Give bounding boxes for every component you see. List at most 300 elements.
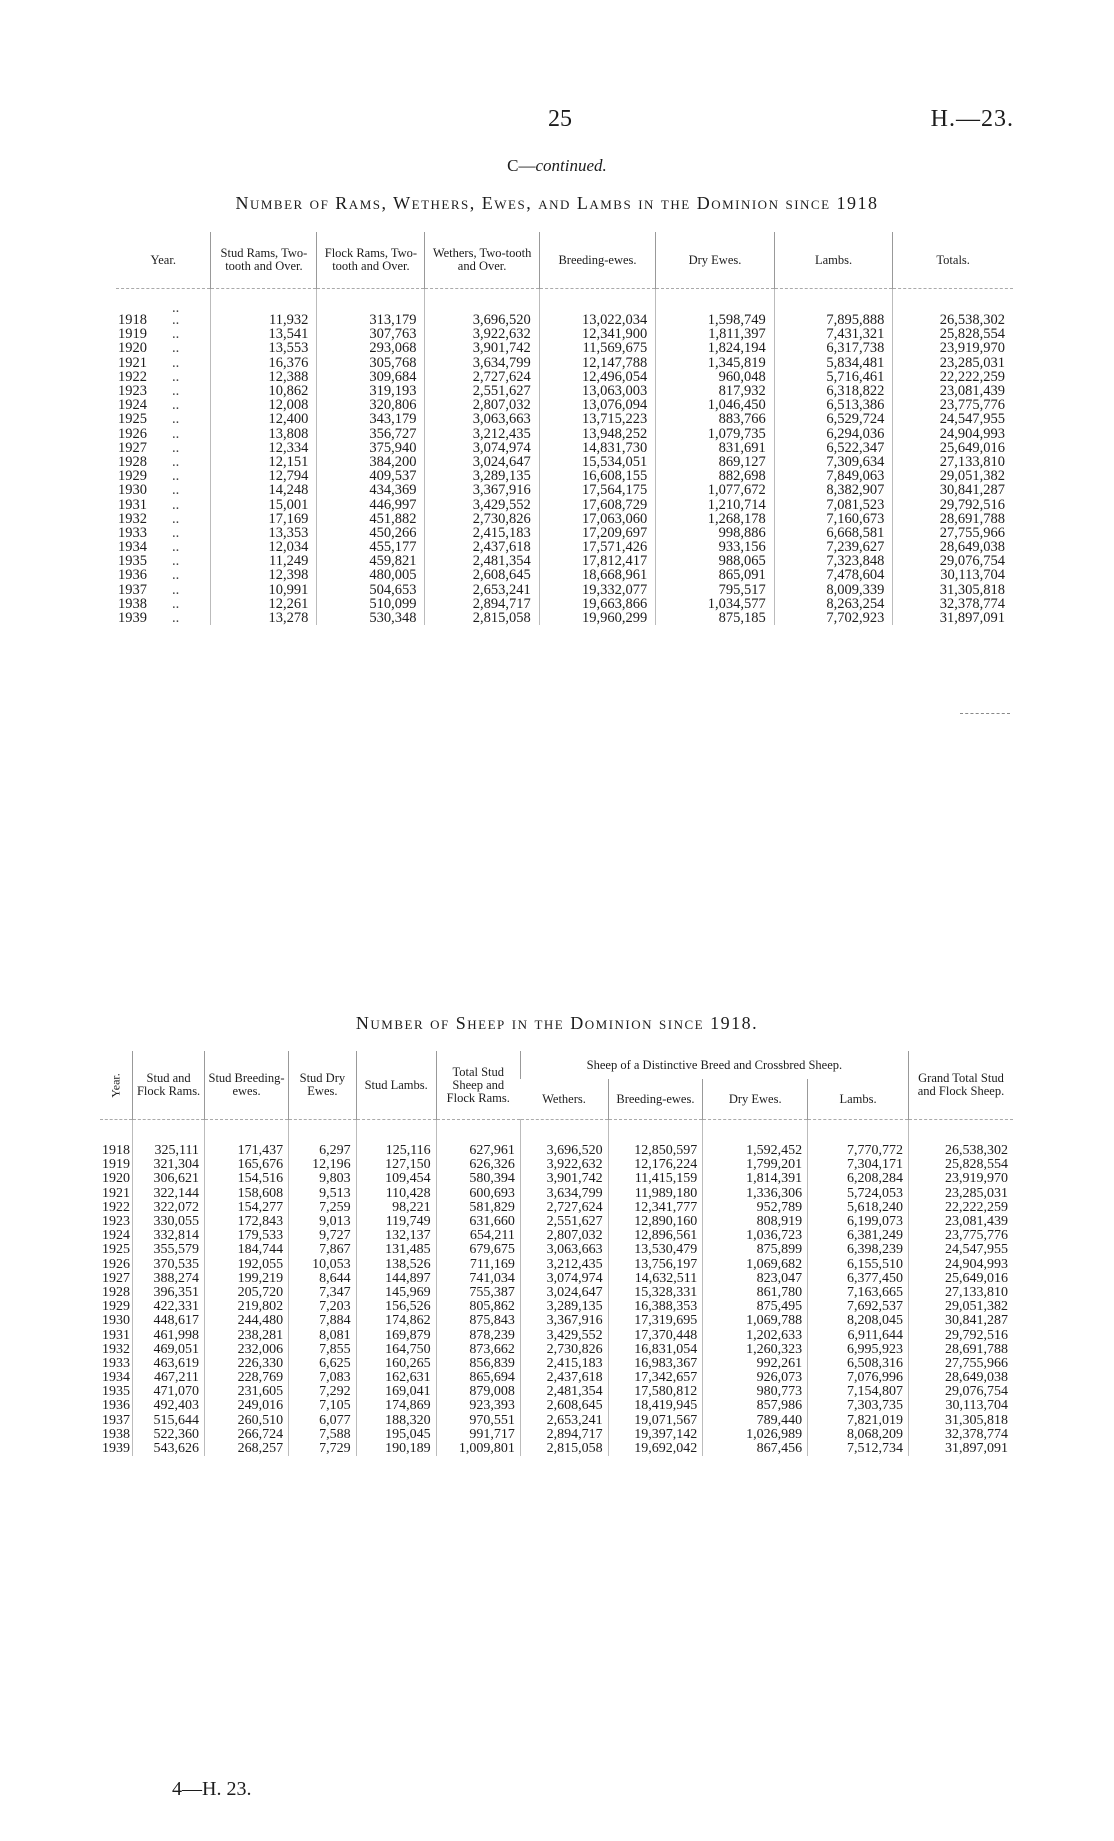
table2-value-cell: 1,814,391: [703, 1172, 808, 1186]
table2-value-cell: 3,212,435: [520, 1258, 608, 1272]
table2-value-cell: 992,261: [703, 1357, 808, 1371]
table2-value-cell: 19,692,042: [608, 1442, 703, 1456]
table2-value-cell: 24,904,993: [908, 1258, 1013, 1272]
table1-leader-dots: ..: [172, 340, 180, 357]
table2-row: [100, 1243, 1013, 1257]
table2-value-cell: 463,619: [133, 1357, 205, 1371]
table2-year-cell: 1920: [100, 1172, 133, 1186]
table1-value-cell: 2,415,183: [425, 526, 539, 540]
table2-value-cell: 3,696,520: [520, 1144, 608, 1158]
table1-value-cell: 13,715,223: [539, 412, 655, 426]
table1-row: [116, 341, 1013, 355]
table2-value-cell: 7,855: [289, 1343, 357, 1357]
table1-value-cell: 12,008: [211, 398, 317, 412]
table1-value-cell: 7,309,634: [774, 455, 893, 469]
table2-value-cell: 6,077: [289, 1414, 357, 1428]
table1-value-cell: 8,263,254: [774, 597, 893, 611]
table1-value-cell: 305,768: [317, 356, 425, 370]
table2-value-cell: 2,437,618: [520, 1371, 608, 1385]
table2-value-cell: 865,694: [436, 1371, 520, 1385]
table2-value-cell: 19,397,142: [608, 1428, 703, 1442]
table1-row: [116, 483, 1013, 497]
table1-value-cell: 817,932: [656, 384, 775, 398]
table1-leader-dots: ..: [172, 482, 180, 499]
table2-value-cell: 543,626: [133, 1442, 205, 1456]
table1-value-cell: 31,897,091: [893, 611, 1013, 625]
table2-value-cell: 7,884: [289, 1314, 357, 1328]
table2-value-cell: 228,769: [204, 1371, 288, 1385]
table1-value-cell: 23,285,031: [893, 356, 1013, 370]
table1-value-cell: 1,046,450: [656, 398, 775, 412]
table1-value-cell: 13,353: [211, 526, 317, 540]
table1-value-cell: 1,077,672: [656, 483, 775, 497]
document-reference: H.—23.: [930, 106, 1014, 132]
table2-value-cell: 184,744: [204, 1243, 288, 1257]
table2-value-cell: 15,328,331: [608, 1286, 703, 1300]
table2-value-cell: 226,330: [204, 1357, 288, 1371]
page-number: 25: [548, 106, 572, 132]
table2-value-cell: 11,415,159: [608, 1172, 703, 1186]
table2-row: [100, 1300, 1013, 1314]
table2-value-cell: 7,770,772: [808, 1144, 909, 1158]
table2-value-cell: 6,995,923: [808, 1343, 909, 1357]
table1-value-cell: 831,691: [656, 441, 775, 455]
table1-value-cell: 998,886: [656, 526, 775, 540]
table2-value-cell: 12,196: [289, 1158, 357, 1172]
table1-leader-dots: ..: [172, 425, 180, 442]
table1-value-cell: 6,522,347: [774, 441, 893, 455]
table1-value-cell: 12,496,054: [539, 370, 655, 384]
table2-value-cell: 7,292: [289, 1385, 357, 1399]
table2-value-cell: 467,211: [133, 1371, 205, 1385]
table2-value-cell: 12,176,224: [608, 1158, 703, 1172]
table2-value-cell: 132,137: [356, 1229, 436, 1243]
table1-value-cell: 1,268,178: [656, 512, 775, 526]
table1-year-cell: 1929 ..: [118, 468, 180, 485]
table2-col-stud-breeding-ewes: Stud Breeding-ewes.: [204, 1051, 288, 1120]
table2-value-cell: 249,016: [204, 1399, 288, 1413]
table2-row: [100, 1272, 1013, 1286]
table2-value-cell: 144,897: [356, 1272, 436, 1286]
table2-value-cell: 6,155,510: [808, 1258, 909, 1272]
table1-value-cell: 1,345,819: [656, 356, 775, 370]
table1-leader-dots: ..: [172, 439, 180, 456]
table2-value-cell: 2,730,826: [520, 1343, 608, 1357]
table2-value-cell: 8,068,209: [808, 1428, 909, 1442]
table2-year-cell: 1921: [100, 1187, 133, 1201]
table2-value-cell: 9,513: [289, 1187, 357, 1201]
table2-year-cell: 1919: [100, 1158, 133, 1172]
table1-value-cell: 24,904,993: [893, 427, 1013, 441]
table1-value-cell: 933,156: [656, 540, 775, 554]
table2-value-cell: 6,508,316: [808, 1357, 909, 1371]
table1-year-cell: 1927 ..: [118, 439, 180, 456]
table2-value-cell: 127,150: [356, 1158, 436, 1172]
table1-row: [116, 526, 1013, 540]
table1-row: [116, 356, 1013, 370]
table2-value-cell: 6,208,284: [808, 1172, 909, 1186]
table2-year-cell: 1928: [100, 1286, 133, 1300]
table2-value-cell: 156,526: [356, 1300, 436, 1314]
table1-value-cell: 18,668,961: [539, 568, 655, 582]
table2-row: [100, 1414, 1013, 1428]
table2-value-cell: 1,202,633: [703, 1328, 808, 1342]
table2-value-cell: 7,692,537: [808, 1300, 909, 1314]
table2-header-row-1: [100, 1051, 1013, 1079]
table2-value-cell: 1,026,989: [703, 1428, 808, 1442]
table1-value-cell: 384,200: [317, 455, 425, 469]
table1-value-cell: 510,099: [317, 597, 425, 611]
table2-value-cell: 17,342,657: [608, 1371, 703, 1385]
table1-row: [116, 384, 1013, 398]
table2-value-cell: 30,841,287: [908, 1314, 1013, 1328]
table1-leader-dots: ..: [172, 510, 180, 527]
table1-year-cell: 1925 ..: [118, 411, 180, 428]
table1-year-cell: 1924 ..: [118, 397, 180, 414]
table2-value-cell: 1,592,452: [703, 1144, 808, 1158]
table2-col-stud-dry-ewes: Stud Dry Ewes.: [289, 1051, 357, 1120]
table2-year-cell: 1930: [100, 1314, 133, 1328]
table1-col-totals: Totals.: [893, 232, 1013, 289]
table2-year-cell: 1926: [100, 1258, 133, 1272]
table1-value-cell: 3,429,552: [425, 497, 539, 511]
table1-value-cell: 30,113,704: [893, 568, 1013, 582]
table1-value-cell: 16,608,155: [539, 469, 655, 483]
table1-value-cell: 32,378,774: [893, 597, 1013, 611]
table1-value-cell: 14,248: [211, 483, 317, 497]
table2-value-cell: 741,034: [436, 1272, 520, 1286]
table2-value-cell: 98,221: [356, 1201, 436, 1215]
table1-value-cell: 19,960,299: [539, 611, 655, 625]
table1-value-cell: 22,222,259: [893, 370, 1013, 384]
table2-year-cell: 1938: [100, 1428, 133, 1442]
table2-value-cell: 31,897,091: [908, 1442, 1013, 1456]
table2-value-cell: 11,989,180: [608, 1187, 703, 1201]
table1-value-cell: 319,193: [317, 384, 425, 398]
table2-col-year: [100, 1051, 133, 1120]
table1-value-cell: 2,653,241: [425, 583, 539, 597]
table2-value-cell: 29,076,754: [908, 1385, 1013, 1399]
table2-row: [100, 1371, 1013, 1385]
table2-year-cell: 1922: [100, 1201, 133, 1215]
table1-leader-dots: ..: [172, 581, 180, 598]
table2-value-cell: 5,724,053: [808, 1187, 909, 1201]
table1-value-cell: 7,478,604: [774, 568, 893, 582]
table1-value-cell: 15,001: [211, 497, 317, 511]
table1-value-cell: 30,841,287: [893, 483, 1013, 497]
table1-value-cell: 3,074,974: [425, 441, 539, 455]
table2-value-cell: 875,899: [703, 1243, 808, 1257]
table1-value-cell: 11,932: [211, 313, 317, 327]
table2-value-cell: 2,608,645: [520, 1399, 608, 1413]
table2-value-cell: 3,074,974: [520, 1272, 608, 1286]
table2-value-cell: 9,727: [289, 1229, 357, 1243]
table1-value-cell: 1,210,714: [656, 497, 775, 511]
table2-value-cell: 109,454: [356, 1172, 436, 1186]
table1-value-cell: 19,663,866: [539, 597, 655, 611]
table2-value-cell: 16,388,353: [608, 1300, 703, 1314]
table2-value-cell: 16,983,367: [608, 1357, 703, 1371]
table1-row: [116, 597, 1013, 611]
table2-row: [100, 1385, 1013, 1399]
table2-value-cell: 879,008: [436, 1385, 520, 1399]
table2-value-cell: 1,009,801: [436, 1442, 520, 1456]
table2-value-cell: 169,041: [356, 1385, 436, 1399]
table1-year-cell: 1935 ..: [118, 553, 180, 570]
table2-year-cell: 1924: [100, 1229, 133, 1243]
table1-value-cell: 28,691,788: [893, 512, 1013, 526]
table2-value-cell: 2,807,032: [520, 1229, 608, 1243]
table2-col-stud-flock-rams: Stud and Flock Rams.: [133, 1051, 205, 1120]
table1-header-row: [116, 232, 1013, 289]
table2-title: Number of Sheep in the Dominion since 1918.: [355, 1013, 759, 1033]
table2-row: [100, 1258, 1013, 1272]
table2-value-cell: 28,691,788: [908, 1343, 1013, 1357]
table1-value-cell: 455,177: [317, 540, 425, 554]
table1-value-cell: 12,151: [211, 455, 317, 469]
table2-value-cell: 119,749: [356, 1215, 436, 1229]
table1-value-cell: 313,179: [317, 313, 425, 327]
table2-year-cell: 1935: [100, 1385, 133, 1399]
table1-row: [116, 427, 1013, 441]
table1-leader-dots: ..: [172, 368, 180, 385]
table1-row: [116, 512, 1013, 526]
table2-year-cell: 1929: [100, 1300, 133, 1314]
table2-value-cell: 16,831,054: [608, 1343, 703, 1357]
table2-value-cell: 2,894,717: [520, 1428, 608, 1442]
table1-value-cell: 960,048: [656, 370, 775, 384]
table2-value-cell: 875,843: [436, 1314, 520, 1328]
table2-value-cell: 260,510: [204, 1414, 288, 1428]
table2-value-cell: 171,437: [204, 1144, 288, 1158]
table1-value-cell: 5,716,461: [774, 370, 893, 384]
table1-value-cell: 7,323,848: [774, 554, 893, 568]
table1-value-cell: 19,332,077: [539, 583, 655, 597]
table2-value-cell: 7,303,735: [808, 1399, 909, 1413]
table1-year-cell: 1922 ..: [118, 368, 180, 385]
table1-value-cell: 869,127: [656, 455, 775, 469]
table1-col-stud-rams: Stud Rams, Two-tooth and Over.: [211, 232, 317, 289]
table2-value-cell: 7,105: [289, 1399, 357, 1413]
table2-value-cell: 18,419,945: [608, 1399, 703, 1413]
table1-value-cell: 13,022,034: [539, 313, 655, 327]
table2-value-cell: 461,998: [133, 1328, 205, 1342]
table1-value-cell: 11,249: [211, 554, 317, 568]
table1-row: [116, 412, 1013, 426]
table2-value-cell: 199,219: [204, 1272, 288, 1286]
table2-value-cell: 873,662: [436, 1343, 520, 1357]
table2-value-cell: 6,377,450: [808, 1272, 909, 1286]
table2-year-cell: 1939: [100, 1442, 133, 1456]
table2-value-cell: 169,879: [356, 1328, 436, 1342]
table1-year-cell: 1926 ..: [118, 425, 180, 442]
table1-value-cell: 12,034: [211, 540, 317, 554]
table2-row: [100, 1144, 1013, 1158]
table1-value-cell: 27,755,966: [893, 526, 1013, 540]
table2-value-cell: 6,199,073: [808, 1215, 909, 1229]
table2-value-cell: 17,370,448: [608, 1328, 703, 1342]
table1-value-cell: 6,317,738: [774, 341, 893, 355]
table1-value-cell: 23,919,970: [893, 341, 1013, 355]
table1-value-cell: 356,727: [317, 427, 425, 441]
table2-value-cell: 875,495: [703, 1300, 808, 1314]
table1-leader-dots: ..: [172, 397, 180, 414]
table1-value-cell: 8,009,339: [774, 583, 893, 597]
table2-value-cell: 492,403: [133, 1399, 205, 1413]
table2-value-cell: 2,551,627: [520, 1215, 608, 1229]
table2-value-cell: 1,260,323: [703, 1343, 808, 1357]
table2-value-cell: 31,305,818: [908, 1414, 1013, 1428]
table1-value-cell: 343,179: [317, 412, 425, 426]
table1-value-cell: 7,081,523: [774, 497, 893, 511]
table1-value-cell: 12,400: [211, 412, 317, 426]
table2-value-cell: 325,111: [133, 1144, 205, 1158]
table1-value-cell: 25,649,016: [893, 441, 1013, 455]
table2-value-cell: 219,802: [204, 1300, 288, 1314]
table1-row: [116, 370, 1013, 384]
table1-col-breeding-ewes: Breeding-ewes.: [539, 232, 655, 289]
table1-col-dry-ewes: Dry Ewes.: [656, 232, 775, 289]
table1-value-cell: 25,828,554: [893, 327, 1013, 341]
table2-value-cell: 12,341,777: [608, 1201, 703, 1215]
table1-row: [116, 540, 1013, 554]
table1-col-wethers: Wethers, Two-tooth and Over.: [425, 232, 539, 289]
table2-value-cell: 6,911,644: [808, 1328, 909, 1342]
table1-row: [116, 583, 1013, 597]
table1-value-cell: 2,437,618: [425, 540, 539, 554]
table2-value-cell: 179,533: [204, 1229, 288, 1243]
footer-signature: 4—H. 23.: [172, 1778, 252, 1800]
table2-value-cell: 238,281: [204, 1328, 288, 1342]
table1-leader-dots: ..: [172, 468, 180, 485]
table2-value-cell: 7,347: [289, 1286, 357, 1300]
table1-leader-dots: ..: [172, 567, 180, 584]
table2-year-cell: 1927: [100, 1272, 133, 1286]
table2-value-cell: 158,608: [204, 1187, 288, 1201]
table2-row: [100, 1187, 1013, 1201]
table2-col-breeding-ewes: Breeding-ewes.: [608, 1079, 703, 1120]
table1-year-cell: 1923 ..: [118, 383, 180, 400]
table1-value-cell: 865,091: [656, 568, 775, 582]
table1-value-cell: 13,948,252: [539, 427, 655, 441]
table1-row: [116, 469, 1013, 483]
table1-value-cell: 28,649,038: [893, 540, 1013, 554]
table1-value-cell: 6,318,822: [774, 384, 893, 398]
sheep-numbers-table: [100, 1051, 1013, 1456]
table2-value-cell: 711,169: [436, 1258, 520, 1272]
table2-value-cell: 7,867: [289, 1243, 357, 1257]
table2-value-cell: 125,116: [356, 1144, 436, 1158]
table2-value-cell: 7,512,734: [808, 1442, 909, 1456]
table2-row: [100, 1172, 1013, 1186]
table2-value-cell: 422,331: [133, 1300, 205, 1314]
table2-value-cell: 355,579: [133, 1243, 205, 1257]
table2-value-cell: 3,063,663: [520, 1243, 608, 1257]
table1-total-rule: [960, 713, 1010, 714]
table2-col-total-stud: Total Stud Sheep and Flock Rams.: [436, 1051, 520, 1120]
table1-value-cell: 6,513,386: [774, 398, 893, 412]
table1-row: [116, 313, 1013, 327]
table2-value-cell: 3,901,742: [520, 1172, 608, 1186]
table1-year-cell: 1928 ..: [118, 453, 180, 470]
table1-value-cell: 16,376: [211, 356, 317, 370]
table2-value-cell: 2,815,058: [520, 1442, 608, 1456]
table2-value-cell: 581,829: [436, 1201, 520, 1215]
table1-spacer: [116, 289, 1013, 314]
table1-value-cell: 12,398: [211, 568, 317, 582]
table2-year-cell: 1923: [100, 1215, 133, 1229]
table2-row: [100, 1328, 1013, 1342]
table2-value-cell: 515,644: [133, 1414, 205, 1428]
table1-row: [116, 568, 1013, 582]
table2-value-cell: 878,239: [436, 1328, 520, 1342]
table1-year-cell: 1937 ..: [118, 581, 180, 598]
table1-year-cell: 1930 ..: [118, 482, 180, 499]
table1-value-cell: 12,261: [211, 597, 317, 611]
table2-col-wethers: Wethers.: [542, 1091, 586, 1106]
table2-value-cell: 244,480: [204, 1314, 288, 1328]
table2-col-dry-ewes: Dry Ewes.: [703, 1079, 808, 1120]
table2-value-cell: 2,481,354: [520, 1385, 608, 1399]
table1-value-cell: 2,608,645: [425, 568, 539, 582]
table2-value-cell: 980,773: [703, 1385, 808, 1399]
table2-value-cell: 7,304,171: [808, 1158, 909, 1172]
table2-value-cell: 654,211: [436, 1229, 520, 1243]
table1-value-cell: 450,266: [317, 526, 425, 540]
table1-row: [116, 455, 1013, 469]
table2-value-cell: 174,862: [356, 1314, 436, 1328]
table2-row: [100, 1201, 1013, 1215]
table1-leader-dots: ..: [172, 354, 180, 371]
table2-value-cell: 1,069,682: [703, 1258, 808, 1272]
table2-year-cell: 1931: [100, 1328, 133, 1342]
rams-wethers-ewes-lambs-table: [116, 232, 1013, 625]
table1-year-cell: 1921 ..: [118, 354, 180, 371]
table1-value-cell: 24,547,955: [893, 412, 1013, 426]
table1-leader-dots: ..: [172, 595, 180, 612]
table2-value-cell: 22,222,259: [908, 1201, 1013, 1215]
table2-value-cell: 28,649,038: [908, 1371, 1013, 1385]
table2-year-cell: 1918: [100, 1144, 133, 1158]
table1-value-cell: 7,160,673: [774, 512, 893, 526]
table2-value-cell: 23,081,439: [908, 1215, 1013, 1229]
table2-year-cell: 1933: [100, 1357, 133, 1371]
table1-value-cell: 8,382,907: [774, 483, 893, 497]
table1-row: [116, 441, 1013, 455]
table1-value-cell: 320,806: [317, 398, 425, 412]
table2-value-cell: 679,675: [436, 1243, 520, 1257]
table1-value-cell: 6,529,724: [774, 412, 893, 426]
table2-value-cell: 6,625: [289, 1357, 357, 1371]
table1-value-cell: 446,997: [317, 497, 425, 511]
table1-value-cell: 504,653: [317, 583, 425, 597]
table1-leader-dots: ..: [172, 539, 180, 556]
table1-row: [116, 611, 1013, 625]
table1-value-cell: 17,169: [211, 512, 317, 526]
table2-col-grand-total: Grand Total Stud and Flock Sheep.: [908, 1051, 1013, 1120]
table2-row: [100, 1314, 1013, 1328]
table1-value-cell: 13,541: [211, 327, 317, 341]
table1-value-cell: 3,696,520: [425, 313, 539, 327]
table1-value-cell: 14,831,730: [539, 441, 655, 455]
table1-value-cell: 451,882: [317, 512, 425, 526]
table2-value-cell: 805,862: [436, 1300, 520, 1314]
table1-value-cell: 17,063,060: [539, 512, 655, 526]
table2-value-cell: 195,045: [356, 1428, 436, 1442]
table2-row: [100, 1343, 1013, 1357]
table2-value-cell: 856,839: [436, 1357, 520, 1371]
continued-prefix: C—: [507, 156, 536, 175]
